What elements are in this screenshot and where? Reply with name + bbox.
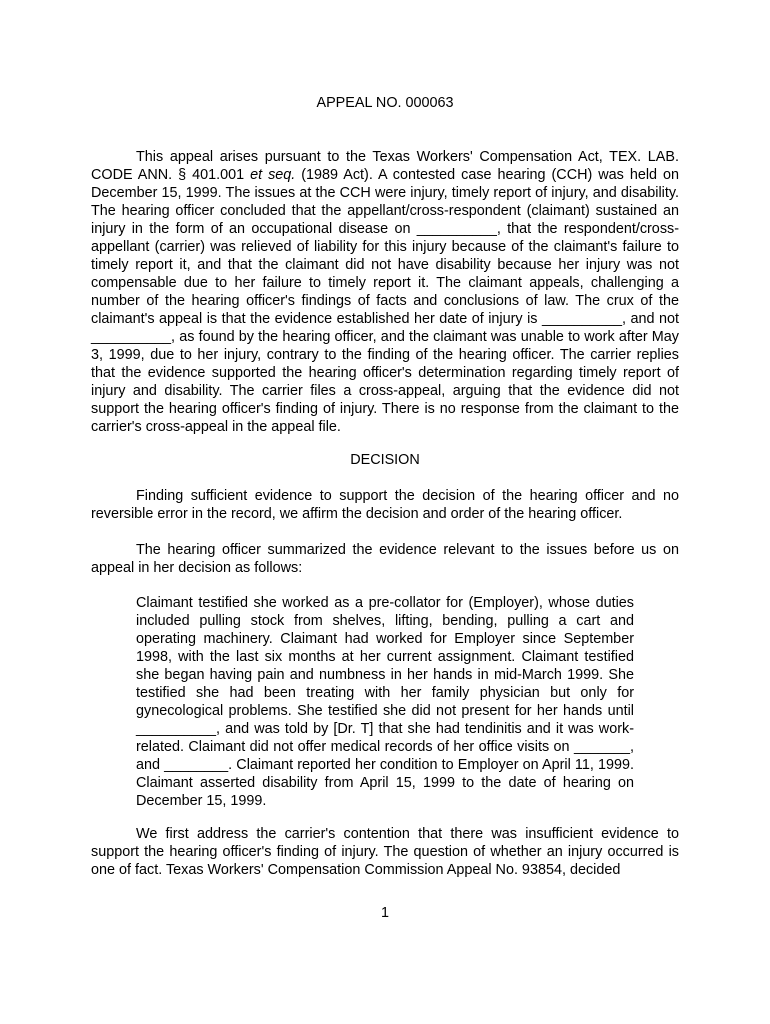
intro-text-start: This appeal arises pursuant to the Texas Workers' Compensation Act, TEX. LAB. CODE ANN. § 401.001: [91, 149, 679, 183]
page-title: APPEAL NO. 000063: [316, 95, 454, 111]
intro-text-italic: et seq.: [250, 167, 296, 183]
body-paragraph-summary-intro: The hearing officer summarized the evidence relevant to the issues before us on appeal in her decision as follows:: [91, 542, 679, 576]
body-paragraph-intro: [91, 148, 679, 436]
body-paragraph-decision: Finding sufficient evidence to support the decision of the hearing officer and no reversible error in the record, we affirm the decision and order of the hearing officer.: [91, 488, 679, 522]
decision-heading: DECISION: [350, 452, 420, 468]
intro-text-end: (1989 Act). A contested case hearing (CCH) was held on December 15, 1999. The issues at the CCH were injury, timely report of injury, and disability. The hearing officer concluded that the appellant/cross-respondent (claimant) sustained an injury in the form of an occupational disease on __________, that the respondent/cross-appellant (carrier) was relieved of liability for this injury because of the claimant's failure to timely report it, and that the claimant did not have disability because her injury was not compensable due to her failure to timely report it. The claimant appeals, challenging a number of the hearing officer's findings of facts and conclusions of law. The crux of the claimant's appeal is that the evidence established her date of injury is __________, and not __________, as found by the hearing officer, and the claimant was unable to work after May 3, 1999, due to her injury, contrary to the finding of the hearing officer. The carrier replies that the evidence supported the hearing officer's determination regarding timely report of injury and disability. The carrier files a cross-appeal, arguing that the evidence did not support the hearing officer's finding of injury. There is no response from the claimant to the carrier's cross-appeal in the appeal file.: [91, 167, 680, 435]
quoted-evidence-block: Claimant testified she worked as a pre-collator for (Employer), whose duties included pulling stock from shelves, lifting, bending, pulling a cart and operating machinery. Claimant had worked for Employer since September 1998, with the last six months at her current assignment. Claimant testified she began having pain and numbness in her hands in mid-March 1999. She testified she had been treating with her family physician but only for gynecological problems. She testified she did not present for her hands until __________, and was told by [Dr. T] that she had tendinitis and it was work-related. Claimant did not offer medical records of her office visits on _______, and ________. Claimant reported her condition to Employer on April 11, 1999. Claimant asserted disability from April 15, 1999 to the date of hearing on December 15, 1999.: [136, 595, 634, 809]
page-number: 1: [380, 905, 389, 921]
body-paragraph-injury-analysis: We first address the carrier's contention that there was insufficient evidence to support the hearing officer's finding of injury. The question of whether an injury occurred is one of fact. Texas Workers' Compensation Commission Appeal No. 93854, decided: [91, 826, 679, 878]
